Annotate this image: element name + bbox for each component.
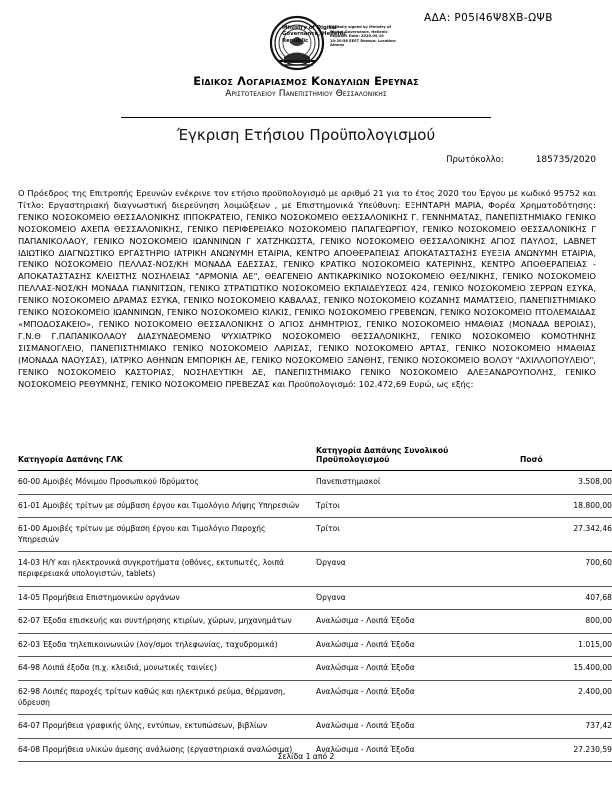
cell-total-budget-category: Όργανα	[316, 586, 520, 610]
cell-glk-category	[18, 552, 316, 586]
page-title: Έγκριση Ετήσιου Προϋπολογισμού	[176, 126, 436, 144]
ada-code: ΑΔΑ: Ρ05Ι46Ψ8ΧΒ-ΩΨΒ	[424, 12, 553, 24]
header-divider	[121, 117, 491, 118]
glk-description: Έξοδα τηλεπικοινωνιών (λογ/σμοι τηλεφωνίας, ταχυδρομικά)	[40, 639, 278, 649]
glk-code: 60-00	[18, 477, 41, 486]
cell-total-budget-category: Όργανα	[316, 552, 520, 586]
cell-total-budget-category: Αναλώσιμα - Λοιπά Έξοδα	[316, 715, 520, 739]
cell-total-budget-category: Αναλώσιμα - Λοιπά Έξοδα	[316, 680, 520, 714]
glk-code: 61-00	[18, 524, 41, 534]
cell-glk-category	[18, 633, 316, 657]
glk-code: 64-08	[18, 744, 41, 754]
cell-glk-category	[18, 518, 316, 552]
cell-amount: 15.400,00	[520, 657, 612, 681]
cell-amount: 27.230,59	[520, 738, 612, 762]
glk-description: Προμήθεια υλικών άμεσης ανάλωσης (εργαστηριακά αναλώσιμα)	[40, 744, 293, 754]
cell-amount: 18.800,00	[520, 494, 612, 518]
cell-amount: 3.508,00	[520, 471, 612, 495]
body-paragraph: Ο Πρόεδρος της Επιτροπής Ερευνών ενέκρινε τον ετήσιο προϋπολογισμό με αριθμό 21 για το έτος 2020 του Έργου με κωδικό 95752 και Τίτλο: Εργαστηριακή διαγνωστική διερεύνηση λοιμώξεων , με Επιστημονικά Υπεύθυνη: ΕΞΗΝΤΑΡΗ ΜΑΡΙΑ, Φορέα Χρηματοδότησης: ΓΕΝΙΚΟ ΝΟΣΟΚΟΜΕΙΟ ΘΕΣΣΑΛΟΝΙΚΗΣ ΙΠΠΟΚΡΑΤΕΙΟ, ΓΕΝΙΚΟ ΝΟΣΟΚΟΜΕΙΟ ΘΕΣΣΑΛΟΝΙΚΗΣ Γ. ΓΕΝΝΗΜΑΤΑΣ, ΠΑΝΕΠΙΣΤΗΜΙΑΚΟ ΓΕΝΙΚΟ ΝΟΣΟΚΟΜΕΙΟ ΑΧΕΠΑ ΘΕΣΣΑΛΟΝΙΚΗΣ, ΓΕΝΙΚΟ ΠΕΡΙΦΕΡΕΙΑΚΟ ΝΟΣΟΚΟΜΕΙΟ ΠΑΠΑΓΕΩΡΓΙΟΥ, ΓΕΝΙΚΟ ΝΟΣΟΚΟΜΕΙΟ ΘΕΣΣΑΛΟΝΙΚΗΣ Γ ΠΑΠΑΝΙΚΟΛΑΟΥ, ΓΕΝΙΚΟ ΝΟΣΟΚΟΜΕΙΟ ΙΩΑΝΝΙΝΩΝ Γ ΧΑΤΖΗΚΩΣΤΑ, ΓΕΝΙΚΟ ΝΟΣΟΚΟΜΕΙΟ ΘΕΣΣΑΛΟΝΙΚΗΣ ΑΓΙΟΣ ΠΑΥΛΟΣ, LABNET ΙΔΙΩΤΙΚΟ ΔΙΑΓΝΩΣΤΙΚΟ ΕΡΓΑΣΤΗΡΙΟ ΙΑΤΡΙΚΗ ΑΝΩΝΥΜΗ ΕΤΑΙΡΙΑ, ΚΕΝΤΡΟ ΑΠΟΘΕΡΑΠΕΙΑΣ ΑΠΟΚΑΤΑΣΤΑΣΗΣ ΕΥΕΞΙΑ ΑΝΩΝΥΜΗ ΕΤΑΙΡΙΑ, ΓΕΝΙΚΟ ΝΟΣΟΚΟΜΕΙΟ ΠΕΛΛΑΣ-ΝΟΣ/ΚΗ ΜΟΝΑΔΑ ΕΔΕΣΣΑΣ, ΓΕΝΙΚΟ ΚΡΑΤΙΚΟ ΝΟΣΟΚΟΜΕΙΟ ΚΑΤΕΡΙΝΗΣ, ΚΕΝΤΡΟ ΑΠΟΘΕΡΑΠΕΙΑΣ - ΑΠΟΚΑΤΑΣΤΑΣΗΣ ΚΛΕΙΣΤΗΣ ΝΟΣΗΛΕΙΑΣ "ΑΡΜΟΝΙΑ ΑΕ", ΘΕΑΓΕΝΕΙΟ ΑΝΤΙΚΑΡΚΙΝΙΚΟ ΝΟΣΟΚΟΜΕΙΟ ΘΕΣ/ΝΙΚΗΣ, ΓΕΝΙΚΟ ΝΟΣΟΚΟΜΕΙΟ ΠΕΛΛΑΣ-ΝΟΣ/ΚΗ ΜΟΝΑΔΑ ΓΙΑΝΝΙΤΣΩΝ, ΓΕΝΙΚΟ ΣΤΡΑΤΙΩΤΙΚΟ ΝΟΣΟΚΟΜΕΙΟ ΕΚΠΑΙΔΕΥΣΕΩΣ 424, ΓΕΝΙΚΟ ΝΟΣΟΚΟΜΕΙΟ ΣΕΡΡΩΝ ΕΣΥΚΑ, ΓΕΝΙΚΟ ΝΟΣΟΚΟΜΕΙΟ ΔΡΑΜΑΣ ΕΣΥΚΑ, ΓΕΝΙΚΟ ΝΟΣΟΚΟΜΕΙΟ ΚΑΒΑΛΑΣ, ΓΕΝΙΚΟ ΝΟΣΟΚΟΜΕΙΟ ΚΟΖΑΝΗΣ ΜΑΜΑΤΣΕΙΟ, ΠΑΝΕΠΙΣΤΗΜΙΑΚΟ ΓΕΝΙΚΟ ΝΟΣΟΚΟΜΕΙΟ ΙΩΑΝΝΙΝΩΝ, ΓΕΝΙΚΟ ΝΟΣΟΚΟΜΕΙΟ ΚΙΛΚΙΣ, ΓΕΝΙΚΟ ΝΟΣΟΚΟΜΕΙΟ ΓΡΕΒΕΝΩΝ, ΓΕΝΙΚΟ ΝΟΣΟΚΟΜΕΙΟ ΠΤΟΛΕΜΑΙΔΑΣ «ΜΠΟΔΟΣΑΚΕΙΟ», ΓΕΝΙΚΟ ΝΟΣΟΚΟΜΕΙΟ ΘΕΣΣΑΛΟΝΙΚΗΣ Ο ΑΓΙΟΣ ΔΗΜΗΤΡΙΟΣ, ΓΕΝΙΚΟ ΝΟΣΟΚΟΜΕΙΟ ΗΜΑΘΙΑΣ (ΜΟΝΑΔΑ ΒΕΡΟΙΑΣ), Γ.Ν.Θ Γ.ΠΑΠΑΝΙΚΟΛΑΟΥ ΔΙΑΣΥΝΔΕΟΜΕΝΟ ΨΥΧΙΑΤΡΙΚΟ ΝΟΣΟΚΟΜΕΙΟ ΘΕΣΣΑΛΟΝΙΚΗΣ, ΓΕΝΙΚΟ ΝΟΣΟΚΟΜΕΙΟ ΚΟΜΟΤΗΝΗΣ ΣΙΣΜΑΝΟΓΛΕΙΟ, ΠΑΝΕΠΙΣΤΗΜΙΑΚΟ ΓΕΝΙΚΟ ΝΟΣΟΚΟΜΕΙΟ ΛΑΡΙΣΑΣ, ΓΕΝΙΚΟ ΝΟΣΟΚΟΜΕΙΟ ΑΡΤΑΣ, ΓΕΝΙΚΟ ΝΟΣΟΚΟΜΕΙΟ ΗΜΑΘΙΑΣ (ΜΟΝΑΔΑ ΝΑΟΥΣΑΣ), ΙΑΤΡΙΚΟ ΑΘΗΝΩΝ ΕΜΠΟΡΙΚΗ ΑΕ, ΓΕΝΙΚΟ ΝΟΣΟΚΟΜΕΙΟ ΞΑΝΘΗΣ, ΓΕΝΙΚΟ ΝΟΣΟΚΟΜΕΙΟ ΒΟΛΟΥ "ΑΧΙΛΛΟΠΟΥΛΕΙΟ", ΓΕΝΙΚΟ ΝΟΣΟΚΟΜΕΙΟ ΚΑΣΤΟΡΙΑΣ, ΝΟΣΗΛΕΥΤΙΚΗ ΑΕ, ΠΑΝΕΠΙΣΤΗΜΙΑΚΟ ΓΕΝΙΚΟ ΝΟΣΟΚΟΜΕΙΟ ΑΛΕΞΑΝΔΡΟΥΠΟΛΗΣ, ΓΕΝΙΚΟ ΝΟΣΟΚΟΜΕΙΟ ΡΕΘΥΜΝΗΣ, ΓΕΝΙΚΟ ΝΟΣΟΚΟΜΕΙΟ ΠΡΕΒΕΖΑΣ και Προϋπολογισμό: 102.472,69 Ευρώ, ως εξής:	[18, 188, 596, 389]
cell-amount: 27.342,46	[520, 518, 612, 552]
top-band	[0, 0, 612, 74]
glk-code: 61-01	[18, 500, 41, 510]
glk-description: Λοιπά έξοδα (π.χ. κλειδιά, μονωτικές ταινίες)	[40, 663, 217, 673]
cell-amount: 2.400,00	[520, 680, 612, 714]
glk-description: Προμήθεια γραφικής ύλης, εντύπων, εκτυπώσεων, βιβλίων	[40, 721, 268, 731]
cell-amount: 800,00	[520, 610, 612, 634]
glk-description: Η/Υ και ηλεκτρονικά συγκροτήματα (οθόνες, εκτυπωτές, λοιπά περιφερειακά υπολογιστών, tablets)	[18, 558, 285, 578]
page-footer: Σελίδα 1 από 2	[277, 752, 335, 761]
protocol-line	[446, 155, 596, 165]
glk-description: Αμοιβές τρίτων με σύμβαση έργου και Τιμολόγιο Παροχής Υπηρεσιών	[18, 524, 266, 544]
cell-glk-category	[18, 586, 316, 610]
cell-glk-category	[18, 471, 316, 495]
glk-code: 64-07	[18, 721, 41, 731]
signature-authority-text: Ministry of Digital Governance, Hellenic Republic	[282, 25, 347, 44]
glk-code: 62-03	[18, 639, 41, 649]
column-header-amount: Ποσό	[520, 443, 612, 471]
table-row	[18, 657, 612, 681]
budget-table-wrapper	[18, 443, 612, 762]
table-row	[18, 680, 612, 714]
glk-description: Αμοιβές τρίτων με σύμβαση έργου και Τιμολόγιο Λήψης Υπηρεσιών	[40, 500, 300, 510]
table-body	[18, 471, 612, 762]
cell-glk-category	[18, 715, 316, 739]
glk-code: 14-05	[18, 592, 41, 602]
cell-total-budget-category: Αναλώσιμα - Λοιπά Έξοδα	[316, 657, 520, 681]
cell-total-budget-category: Αναλώσιμα - Λοιπά Έξοδα	[316, 610, 520, 634]
table-row	[18, 715, 612, 739]
glk-code: 64-98	[18, 663, 41, 673]
table-row	[18, 518, 612, 552]
protocol-value: 185735/2020	[535, 155, 596, 165]
glk-code: 62-07	[18, 616, 41, 626]
glk-description: Έξοδα επισκευής και συντήρησης κτιρίων, χώρων, μηχανημάτων	[40, 616, 292, 626]
cell-amount: 407,68	[520, 586, 612, 610]
cell-glk-category	[18, 657, 316, 681]
glk-code: 62-98	[18, 686, 41, 696]
protocol-label: Πρωτόκολλο:	[446, 155, 504, 165]
glk-description: Λοιπές παροχές τρίτων καθώς και ηλεκτρικό ρεύμα, θέρμανση, ύδρευση	[18, 686, 286, 707]
table-row	[18, 552, 612, 586]
cell-glk-category	[18, 680, 316, 714]
glk-code: 14-03	[18, 558, 41, 568]
glk-description: Αμοιβές Μόνιμου Προσωπικού Ιδρύματος	[40, 477, 199, 486]
table-header-row	[18, 443, 612, 471]
column-header-glk: Κατηγορία Δαπάνης ΓΛΚ	[18, 443, 316, 471]
cell-total-budget-category: Αναλώσιμα - Λοιπά Έξοδα	[316, 738, 520, 762]
table-row	[18, 586, 612, 610]
signature-details-text: Digitally signed by Ministry of Digital Governance, Hellenic Republic Date: 2020.09.10 10:20:56 EEST Reason: Location: Athens	[330, 25, 397, 47]
organization-subtitle: Αριστοτελειου Πανεπιστημιου Θεσσαλονικησ	[225, 89, 387, 99]
cell-amount: 700,60	[520, 552, 612, 586]
digital-signature-stamp	[268, 13, 400, 71]
organization-header	[0, 74, 612, 101]
budget-table	[18, 443, 612, 762]
table-row	[18, 633, 612, 657]
organization-title: Ειδικοσ Λογαριασμοσ Κονδυλιων Ερευνασ	[193, 74, 419, 88]
cell-total-budget-category: Τρίτοι	[316, 518, 520, 552]
column-header-category: Κατηγορία Δαπάνης Συνολικού Προϋπολογισμού	[316, 443, 520, 471]
table-row	[18, 494, 612, 518]
cell-total-budget-category: Πανεπιστημιακοί	[316, 471, 520, 495]
cell-amount: 737,42	[520, 715, 612, 739]
table-row	[18, 610, 612, 634]
cell-total-budget-category: Τρίτοι	[316, 494, 520, 518]
cell-glk-category	[18, 610, 316, 634]
cell-glk-category	[18, 494, 316, 518]
cell-total-budget-category: Αναλώσιμα - Λοιπά Έξοδα	[316, 633, 520, 657]
cell-amount: 1.015,00	[520, 633, 612, 657]
table-row	[18, 471, 612, 495]
glk-description: Προμήθεια Επιστημονικών οργάνων	[40, 592, 180, 602]
